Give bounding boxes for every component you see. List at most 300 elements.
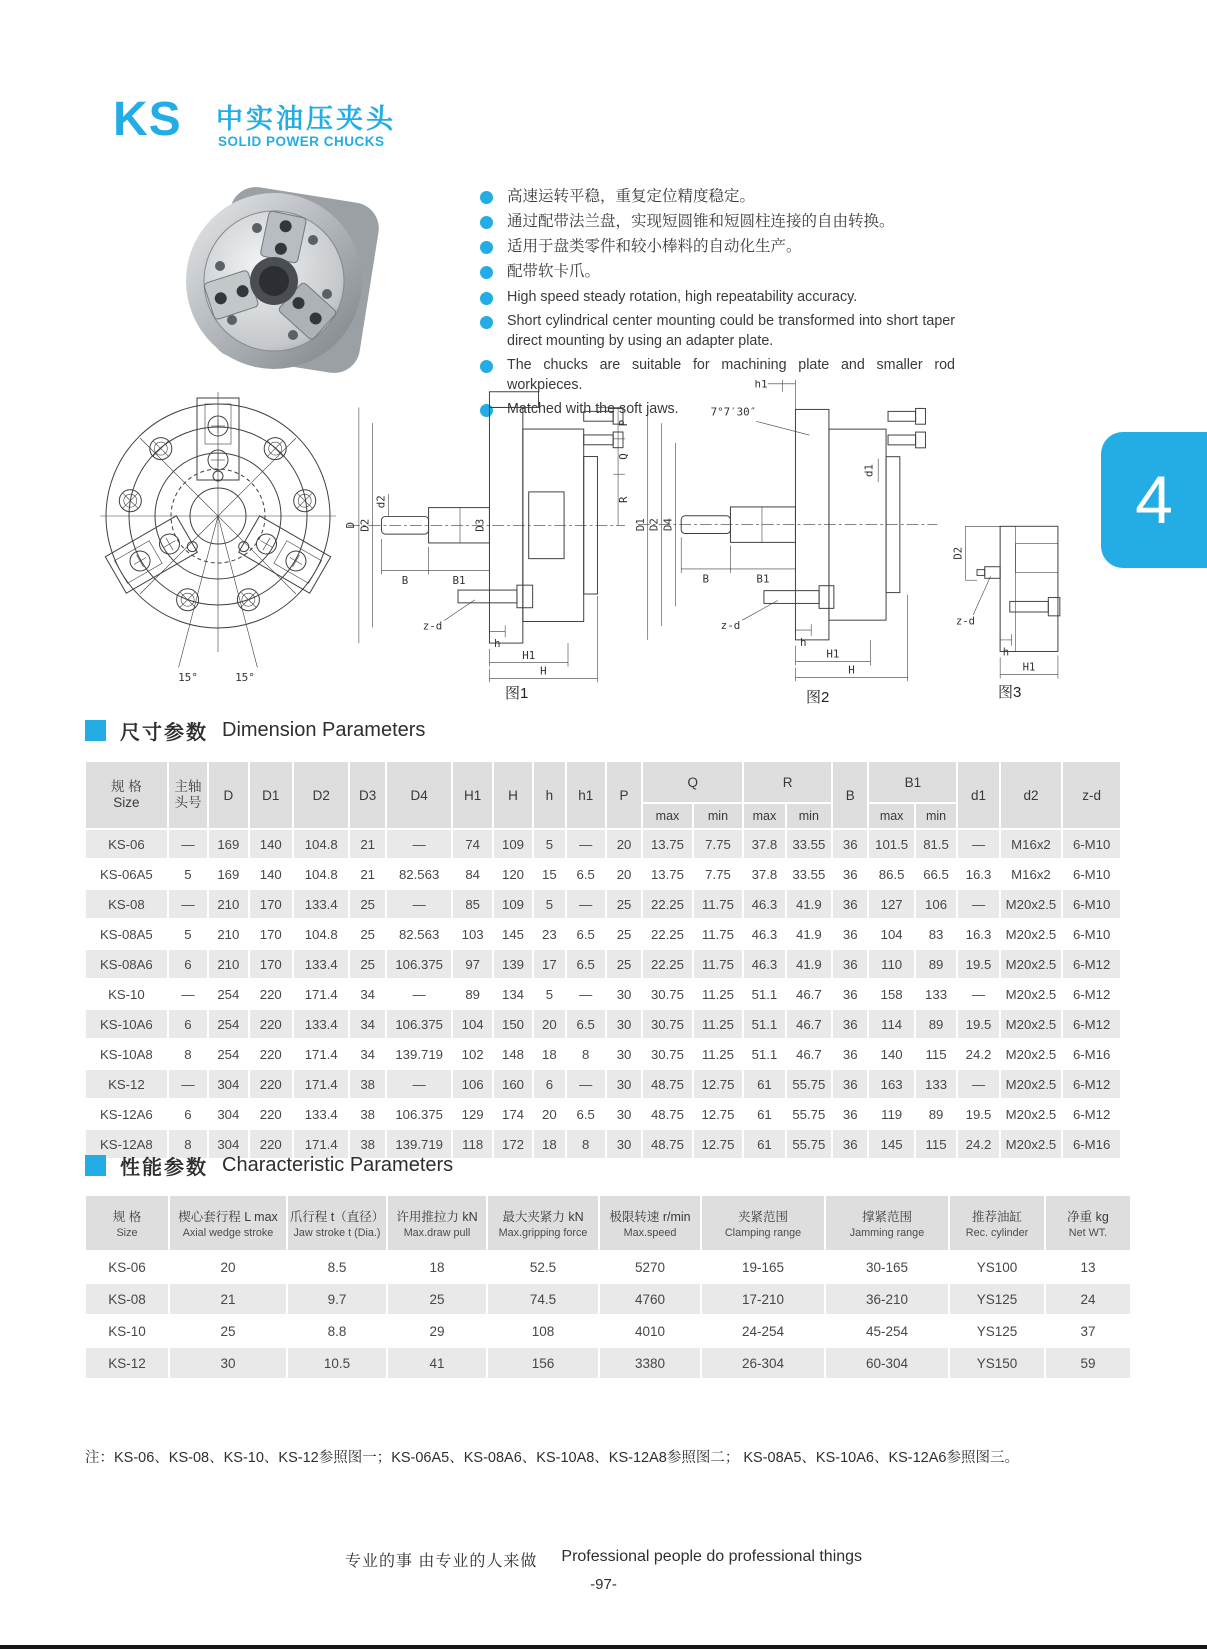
- table-cell: 134: [493, 979, 533, 1009]
- table-cell: 170: [249, 949, 293, 979]
- table-cell: 6-M16: [1062, 1039, 1121, 1069]
- table-cell: 82.563: [386, 859, 453, 889]
- table-cell: 25: [606, 919, 642, 949]
- header-zh: 楔心套行程 L max: [178, 1210, 278, 1224]
- table-cell: 133.4: [293, 1009, 350, 1039]
- page-title-zh: 中实油压夹头: [216, 104, 396, 134]
- table-cell: —: [386, 1069, 453, 1099]
- table-cell: 25: [387, 1283, 487, 1315]
- col-header-jaw-stroke: [287, 1195, 387, 1251]
- table-cell: 104.8: [293, 859, 350, 889]
- col-header-D: D: [208, 761, 248, 829]
- col-header-gripping-force: [487, 1195, 599, 1251]
- row-model-name: KS-10: [85, 1315, 169, 1347]
- table-cell: —: [957, 1069, 999, 1099]
- col-header-size: [85, 761, 168, 829]
- table-row: [85, 949, 1121, 979]
- table-cell: 86.5: [868, 859, 914, 889]
- dim-D2: D2: [358, 518, 372, 532]
- col-header-jamming-range: [825, 1195, 949, 1251]
- header-en: Jamming range: [849, 1227, 925, 1239]
- table-row: [85, 1039, 1121, 1069]
- row-model-name: KS-12: [85, 1347, 169, 1379]
- col-header-spindle: [168, 761, 208, 829]
- table-cell: 30: [606, 1009, 642, 1039]
- table-cell: 21: [349, 829, 385, 859]
- table-cell: —: [168, 1069, 208, 1099]
- product-photo: [162, 178, 402, 388]
- table-cell: 20: [533, 1099, 565, 1129]
- table-cell: 74: [452, 829, 492, 859]
- table-cell: 37.8: [743, 829, 785, 859]
- table-cell: 33.55: [786, 859, 832, 889]
- dimension-table-body: [85, 829, 1121, 1159]
- table-cell: 19.5: [957, 949, 999, 979]
- table-cell: 104: [452, 1009, 492, 1039]
- col-header-spindle-l2: 头号: [174, 795, 202, 810]
- table-cell: 89: [452, 979, 492, 1009]
- table-cell: 20: [606, 859, 642, 889]
- table-cell: 34: [349, 979, 385, 1009]
- col-header-H1: H1: [452, 761, 492, 829]
- table-cell: 129: [452, 1099, 492, 1129]
- table-cell: 170: [249, 919, 293, 949]
- table-cell: 37: [1045, 1315, 1131, 1347]
- dim-B1: B1: [756, 572, 770, 586]
- table-cell: 220: [249, 979, 293, 1009]
- col-header-D1: D1: [249, 761, 293, 829]
- table-cell: 160: [493, 1069, 533, 1099]
- feature-item: 配带软卡爪。: [480, 261, 1060, 282]
- table-cell: 171.4: [293, 979, 350, 1009]
- feature-item: 通过配带法兰盘，实现短圆锥和短圆柱连接的自由转换。: [480, 211, 1060, 232]
- table-cell: 6-M10: [1062, 829, 1121, 859]
- table-cell: 139.719: [386, 1039, 453, 1069]
- table-cell: 140: [868, 1039, 914, 1069]
- table-cell: 170: [249, 889, 293, 919]
- page-title-en: SOLID POWER CHUCKS: [218, 134, 385, 149]
- dim-zd: z-d: [422, 619, 443, 633]
- table-cell: 11.75: [693, 889, 744, 919]
- table-cell: 25: [606, 949, 642, 979]
- table-cell: 46.3: [743, 949, 785, 979]
- col-header-B1-min: min: [915, 803, 957, 829]
- table-cell: 6-M10: [1062, 859, 1121, 889]
- table-cell: 6: [168, 949, 208, 979]
- table-cell: 104.8: [293, 829, 350, 859]
- table-cell: 12.75: [693, 1069, 744, 1099]
- table-cell: 23: [533, 919, 565, 949]
- table-cell: 30: [606, 979, 642, 1009]
- col-header-R-min: min: [786, 803, 832, 829]
- table-cell: 109: [493, 829, 533, 859]
- table-cell: 5: [533, 979, 565, 1009]
- table-cell: 29: [387, 1315, 487, 1347]
- table-cell: 46.7: [786, 979, 832, 1009]
- dim-H1: H1: [826, 647, 840, 661]
- table-cell: 6-M10: [1062, 889, 1121, 919]
- table-cell: 89: [915, 1099, 957, 1129]
- figure2-caption: 图2: [806, 689, 830, 706]
- table-cell: 220: [249, 1129, 293, 1159]
- table-cell: 133.4: [293, 949, 350, 979]
- chapter-number: 4: [1135, 462, 1173, 538]
- figure1-caption: 图1: [505, 685, 529, 702]
- table-cell: 220: [249, 1039, 293, 1069]
- table-cell: 41: [387, 1347, 487, 1379]
- table-cell: 36-210: [825, 1283, 949, 1315]
- table-cell: YS100: [949, 1251, 1045, 1283]
- table-cell: 150: [493, 1009, 533, 1039]
- table-row: [85, 859, 1121, 889]
- dim-zd: z-d: [955, 615, 976, 628]
- table-cell: 6: [168, 1099, 208, 1129]
- table-cell: 106.375: [386, 949, 453, 979]
- table-cell: 16.3: [957, 859, 999, 889]
- col-header-net-weight: [1045, 1195, 1131, 1251]
- chapter-tab: [1101, 432, 1207, 568]
- table-cell: 30: [606, 1039, 642, 1069]
- dim-D3: D3: [473, 518, 487, 532]
- table-cell: 148: [493, 1039, 533, 1069]
- table-cell: 8: [168, 1129, 208, 1159]
- table-cell: 51.1: [743, 1009, 785, 1039]
- table-cell: 81.5: [915, 829, 957, 859]
- table-cell: M20x2.5: [1000, 1099, 1063, 1129]
- dim-H: H: [540, 664, 547, 678]
- table-cell: 15: [533, 859, 565, 889]
- table-cell: 41.9: [786, 919, 832, 949]
- characteristic-section-title: [85, 1151, 453, 1180]
- figure1-drawing: [342, 378, 632, 707]
- table-cell: M20x2.5: [1000, 1009, 1063, 1039]
- table-cell: 7.75: [693, 859, 744, 889]
- table-cell: 11.75: [693, 919, 744, 949]
- row-model-name: KS-10: [85, 979, 168, 1009]
- table-cell: 6.5: [566, 1099, 606, 1129]
- feature-item: Short cylindrical center mounting could be transformed into short taper direct mounting by using an adapter plate.: [480, 311, 955, 351]
- col-header-D4: D4: [386, 761, 453, 829]
- table-cell: 127: [868, 889, 914, 919]
- table-cell: 30: [606, 1129, 642, 1159]
- table-cell: 6-M10: [1062, 919, 1121, 949]
- table-cell: 210: [208, 889, 248, 919]
- taper-angle-label: 7°7′30″: [710, 405, 757, 419]
- dim-d2: d2: [374, 495, 388, 509]
- dim-D: D: [343, 522, 357, 529]
- table-cell: 45-254: [825, 1315, 949, 1347]
- table-cell: —: [168, 829, 208, 859]
- table-cell: 6.5: [566, 859, 606, 889]
- table-cell: 20: [533, 1009, 565, 1039]
- table-cell: 106.375: [386, 1009, 453, 1039]
- table-cell: —: [386, 979, 453, 1009]
- header-zh: 最大夹紧力 kN: [502, 1210, 584, 1224]
- table-cell: 41.9: [786, 949, 832, 979]
- table-cell: 145: [868, 1129, 914, 1159]
- dim-D1: D1: [633, 518, 647, 532]
- characteristic-table: [84, 1194, 1132, 1380]
- table-cell: 104.8: [293, 919, 350, 949]
- col-header-d1: d1: [957, 761, 999, 829]
- col-header-spindle-l1: 主轴: [174, 778, 202, 794]
- feature-item: 适用于盘类零件和较小棒料的自动化生产。: [480, 236, 1060, 257]
- section-title-zh: 性能参数: [120, 1157, 208, 1179]
- table-cell: 55.75: [786, 1129, 832, 1159]
- col-header-B1: B1: [868, 761, 957, 803]
- table-cell: —: [168, 889, 208, 919]
- table-row: [85, 1283, 1131, 1315]
- table-cell: —: [957, 829, 999, 859]
- table-cell: 20: [169, 1251, 287, 1283]
- header-zh: 极限转速 r/min: [609, 1210, 691, 1224]
- dim-h: h: [494, 637, 501, 651]
- brand-logo: KS: [113, 93, 182, 146]
- col-header-Q-max: max: [642, 803, 692, 829]
- table-cell: 210: [208, 919, 248, 949]
- table-cell: 8.8: [287, 1315, 387, 1347]
- row-model-name: KS-10A6: [85, 1009, 168, 1039]
- table-cell: 11.25: [693, 1009, 744, 1039]
- table-cell: 140: [249, 859, 293, 889]
- col-header-R: R: [743, 761, 832, 803]
- table-cell: 108: [487, 1315, 599, 1347]
- row-model-name: KS-06: [85, 1251, 169, 1283]
- table-cell: 169: [208, 829, 248, 859]
- table-cell: 25: [349, 919, 385, 949]
- table-cell: 61: [743, 1069, 785, 1099]
- section-marker: [85, 720, 106, 741]
- table-cell: 38: [349, 1129, 385, 1159]
- dim-B: B: [702, 572, 710, 586]
- table-cell: 304: [208, 1099, 248, 1129]
- footer-slogan-en: Professional people do professional things: [561, 1548, 863, 1565]
- table-cell: 36: [832, 1069, 868, 1099]
- col-header-d2: d2: [1000, 761, 1063, 829]
- col-header-clamping-range: [701, 1195, 825, 1251]
- table-row: [85, 1315, 1131, 1347]
- dim-H1: H1: [1022, 661, 1036, 674]
- table-cell: 19.5: [957, 1099, 999, 1129]
- dimension-table: [84, 760, 1122, 1160]
- table-cell: 115: [915, 1129, 957, 1159]
- feature-item: The chucks are suitable for machining plate and smaller rod workpieces.: [480, 355, 955, 395]
- col-header-D3: D3: [349, 761, 385, 829]
- table-cell: 6: [168, 1009, 208, 1039]
- page-bottom-rule: [0, 1645, 1207, 1649]
- table-cell: 19-165: [701, 1251, 825, 1283]
- table-cell: 36: [832, 919, 868, 949]
- table-cell: M20x2.5: [1000, 919, 1063, 949]
- table-row: [85, 1099, 1121, 1129]
- table-cell: 139.719: [386, 1129, 453, 1159]
- header-zh: 规 格: [112, 1210, 142, 1224]
- dim-D2: D2: [952, 546, 965, 560]
- table-cell: 254: [208, 1039, 248, 1069]
- table-cell: 6-M12: [1062, 949, 1121, 979]
- table-cell: 174: [493, 1099, 533, 1129]
- table-cell: 304: [208, 1069, 248, 1099]
- table-cell: 60-304: [825, 1347, 949, 1379]
- table-cell: 169: [208, 859, 248, 889]
- table-row: [85, 1347, 1131, 1379]
- row-model-name: KS-12A8: [85, 1129, 168, 1159]
- table-cell: 38: [349, 1099, 385, 1129]
- characteristic-header-row: [85, 1195, 1131, 1251]
- table-cell: 158: [868, 979, 914, 1009]
- table-cell: M20x2.5: [1000, 979, 1063, 1009]
- table-cell: 163: [868, 1069, 914, 1099]
- table-cell: 171.4: [293, 1129, 350, 1159]
- table-cell: 30-165: [825, 1251, 949, 1283]
- table-cell: 22.25: [642, 949, 692, 979]
- section-title-en: Characteristic Parameters: [222, 1154, 454, 1176]
- table-cell: 21: [349, 859, 385, 889]
- header-zh: 爪行程 t（直径）: [289, 1210, 385, 1224]
- table-cell: 46.3: [743, 919, 785, 949]
- angle-label-left: 15°: [178, 671, 198, 684]
- table-cell: M20x2.5: [1000, 889, 1063, 919]
- table-cell: —: [957, 889, 999, 919]
- dim-H: H: [848, 663, 855, 677]
- table-cell: 5270: [599, 1251, 701, 1283]
- section-title-zh: 尺寸参数: [120, 722, 208, 744]
- row-model-name: KS-06: [85, 829, 168, 859]
- col-header-B: B: [832, 761, 868, 829]
- table-row: [85, 1009, 1121, 1039]
- table-cell: 48.75: [642, 1129, 692, 1159]
- table-cell: 6: [533, 1069, 565, 1099]
- chuck-photo-illustration: [162, 178, 402, 383]
- table-cell: 6-M12: [1062, 1009, 1121, 1039]
- col-header-rec-cylinder: [949, 1195, 1045, 1251]
- header-zh: 许用推拉力 kN: [396, 1210, 478, 1224]
- row-model-name: KS-08A6: [85, 949, 168, 979]
- table-cell: 36: [832, 979, 868, 1009]
- dim-B: B: [401, 574, 409, 588]
- table-row: [85, 1251, 1131, 1283]
- table-cell: 114: [868, 1009, 914, 1039]
- table-cell: 82.563: [386, 919, 453, 949]
- features-list-zh: [480, 186, 1060, 286]
- table-cell: 25: [349, 889, 385, 919]
- table-cell: 51.1: [743, 979, 785, 1009]
- header-en: Size: [116, 1227, 138, 1239]
- row-model-name: KS-12: [85, 1069, 168, 1099]
- table-cell: 46.7: [786, 1009, 832, 1039]
- figure3-drawing: [952, 505, 1082, 698]
- table-cell: 6.5: [566, 919, 606, 949]
- header-en: Net WT.: [1068, 1227, 1108, 1239]
- table-cell: 13: [1045, 1251, 1131, 1283]
- table-cell: 36: [832, 1129, 868, 1159]
- table-cell: 8: [168, 1039, 208, 1069]
- section-marker: [85, 1155, 106, 1176]
- table-cell: 12.75: [693, 1129, 744, 1159]
- header-zh: 净重 kg: [1067, 1210, 1109, 1224]
- col-header-R-max: max: [743, 803, 785, 829]
- table-cell: 106.375: [386, 1099, 453, 1129]
- header-en: Axial wedge stroke: [182, 1227, 274, 1239]
- table-cell: 52.5: [487, 1251, 599, 1283]
- table-cell: 16.3: [957, 919, 999, 949]
- section-title-en: Dimension Parameters: [222, 719, 426, 741]
- dim-P: P: [616, 419, 630, 427]
- front-view-drawing: [90, 386, 346, 691]
- table-cell: —: [566, 979, 606, 1009]
- table-cell: 18: [533, 1129, 565, 1159]
- table-cell: 61: [743, 1129, 785, 1159]
- col-header-size-en: Size: [113, 795, 140, 810]
- table-row: [85, 1069, 1121, 1099]
- table-cell: 11.25: [693, 1039, 744, 1069]
- table-cell: 74.5: [487, 1283, 599, 1315]
- table-cell: 24.2: [957, 1039, 999, 1069]
- table-cell: 36: [832, 1099, 868, 1129]
- table-cell: 25: [349, 949, 385, 979]
- table-cell: 33.55: [786, 829, 832, 859]
- table-cell: 24.2: [957, 1129, 999, 1159]
- header-en: Jaw stroke t (Dia.): [293, 1227, 381, 1239]
- table-cell: 30: [606, 1099, 642, 1129]
- table-cell: 55.75: [786, 1069, 832, 1099]
- table-cell: —: [566, 1069, 606, 1099]
- table-cell: 139: [493, 949, 533, 979]
- table-cell: 120: [493, 859, 533, 889]
- table-row: [85, 979, 1121, 1009]
- col-header-B1-max: max: [868, 803, 914, 829]
- table-cell: 5: [168, 859, 208, 889]
- table-cell: 156: [487, 1347, 599, 1379]
- table-cell: 12.75: [693, 1099, 744, 1129]
- table-row: [85, 919, 1121, 949]
- table-cell: 17-210: [701, 1283, 825, 1315]
- table-cell: 25: [169, 1315, 287, 1347]
- table-cell: 8.5: [287, 1251, 387, 1283]
- col-header-wedge-stroke: [169, 1195, 287, 1251]
- header-en: Max.speed: [623, 1227, 677, 1239]
- table-cell: 20: [606, 829, 642, 859]
- col-header-Q: Q: [642, 761, 743, 803]
- table-cell: 140: [249, 829, 293, 859]
- feature-item: Matched with the soft jaws.: [480, 399, 955, 419]
- table-cell: 30.75: [642, 979, 692, 1009]
- table-cell: —: [957, 979, 999, 1009]
- table-cell: 210: [208, 949, 248, 979]
- table-cell: 24: [1045, 1283, 1131, 1315]
- table-cell: YS125: [949, 1283, 1045, 1315]
- table-cell: 145: [493, 919, 533, 949]
- table-cell: —: [386, 889, 453, 919]
- col-header-draw-pull: [387, 1195, 487, 1251]
- table-cell: 17: [533, 949, 565, 979]
- table-cell: 34: [349, 1009, 385, 1039]
- dim-H1: H1: [522, 648, 536, 662]
- col-header-h1: h1: [566, 761, 606, 829]
- table-cell: 171.4: [293, 1069, 350, 1099]
- table-cell: 26-304: [701, 1347, 825, 1379]
- table-cell: 110: [868, 949, 914, 979]
- table-cell: 133.4: [293, 889, 350, 919]
- dimension-header-row-1: [85, 761, 1121, 803]
- dim-R: R: [616, 496, 630, 504]
- table-cell: 66.5: [915, 859, 957, 889]
- col-header-P: P: [606, 761, 642, 829]
- table-cell: 46.3: [743, 889, 785, 919]
- table-cell: 19.5: [957, 1009, 999, 1039]
- table-cell: 3380: [599, 1347, 701, 1379]
- table-cell: 41.9: [786, 889, 832, 919]
